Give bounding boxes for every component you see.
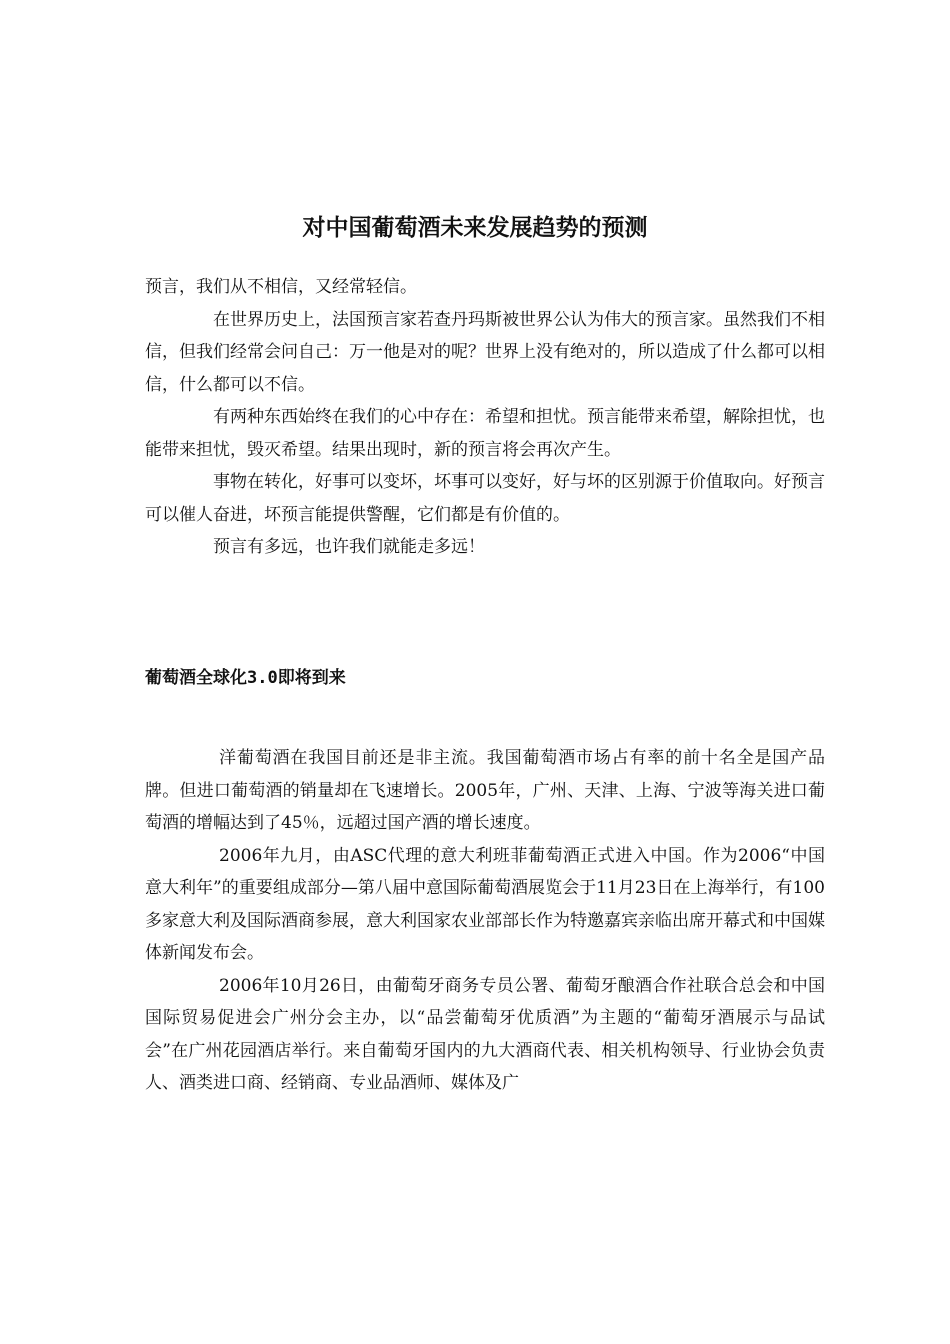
section-paragraph: 洋葡萄酒在我国目前还是非主流。我国葡萄酒市场占有率的前十名全是国产品牌。但进口葡萄酒的销量却在飞速增长。2005年，广州、天津、上海、宁波等海关进口葡萄酒的增幅达到了45％，远超过国产酒的增长速度。 (145, 748, 825, 833)
intro-lead: 预言，我们从不相信，又经常轻信。 (145, 277, 417, 297)
intro-paragraph: 预言有多远，也许我们就能走多远！ (213, 537, 485, 557)
section-body (145, 742, 825, 1100)
intro-paragraph: 在世界历史上，法国预言家若查丹玛斯被世界公认为伟大的预言家。虽然我们不相信，但我们经常会问自己：万一他是对的呢？世界上没有绝对的，所以造成了什么都可以相信，什么都可以不信。 (145, 309, 825, 395)
section-paragraph: 2006年10月26日，由葡萄牙商务专员公署、葡萄牙酿酒合作社联合总会和中国国际贸易促进会广州分会主办，以“品尝葡萄牙优质酒”为主题的“葡萄牙酒展示与品试会”在广州花园酒店举行。来自葡萄牙国内的九大酒商代表、相关机构领导、行业协会负责人、酒类进口商、经销商、专业品酒师、媒体及广 (145, 975, 825, 1093)
section-heading: 葡萄酒全球化3.0即将到来 (145, 668, 346, 688)
intro-paragraph: 有两种东西始终在我们的心中存在：希望和担忧。预言能带来希望，解除担忧，也能带来担忧，毁灭希望。结果出现时，新的预言将会再次产生。 (145, 407, 825, 460)
intro-paragraph: 事物在转化，好事可以变坏，坏事可以变好，好与坏的区别源于价值取向。好预言可以催人奋进，坏预言能提供警醒，它们都是有价值的。 (145, 472, 825, 525)
document-title: 对中国葡萄酒未来发展趋势的预测 (302, 215, 648, 241)
intro-section (145, 271, 825, 564)
section-paragraph: 2006年九月，由ASC代理的意大利班菲葡萄酒正式进入中国。作为2006“中国意大利年”的重要组成部分—第八届中意国际葡萄酒展览会于11月23日在上海举行，有100多家意大利及国际酒商参展，意大利国家农业部部长作为特邀嘉宾亲临出席开幕式和中国媒体新闻发布会。 (145, 845, 825, 963)
